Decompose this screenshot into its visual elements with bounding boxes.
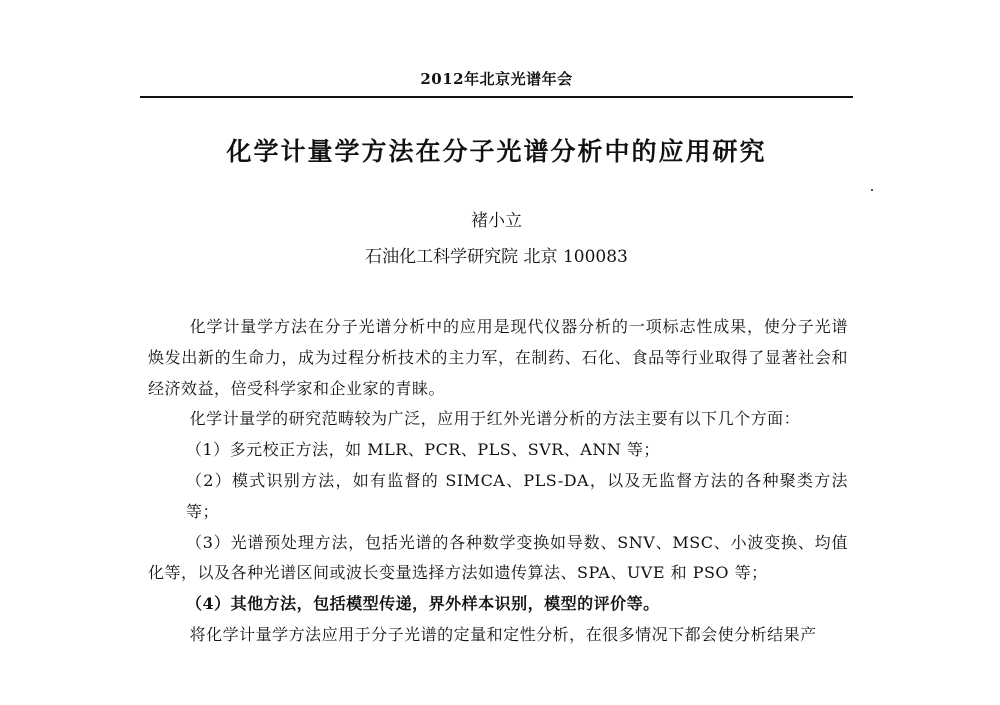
scan-speck	[871, 189, 873, 191]
author-affiliation: 石油化工科学研究院 北京 100083	[365, 247, 628, 267]
paragraph-intro: 化学计量学方法在分子光谱分析中的应用是现代仪器分析的一项标志性成果，使分子光谱焕发出新的生命力，成为过程分析技术的主力军，在制药、石化、食品等行业取得了显著社会和经济效益，倍受科学家和企业家的青睐。	[148, 317, 848, 398]
header-rule	[140, 96, 853, 98]
list-item-preprocessing: （3）光谱预处理方法，包括光谱的各种数学变换如导数、SNV、MSC、小波变换、均值化等，以及各种光谱区间或波长变量选择方法如遗传算法、SPA、UVE 和 PSO 等；	[148, 532, 848, 583]
paper-title: 化学计量学方法在分子光谱分析中的应用研究	[226, 137, 767, 166]
list-item-other-methods: （4）其他方法，包括模型传递，界外样本识别，模型的评价等。	[186, 594, 660, 614]
paragraph-application: 将化学计量学方法应用于分子光谱的定量和定性分析，在很多情况下都会使分析结果产	[189, 624, 817, 644]
paragraph-scope: 化学计量学的研究范畴较为广泛，应用于红外光谱分析的方法主要有以下几个方面：	[189, 409, 801, 429]
body-text	[148, 312, 848, 651]
running-header: 2012年北京光谱年会	[420, 70, 573, 88]
list-item-multivariate-calibration: （1）多元校正方法，如 MLR、PCR、PLS、SVR、ANN 等；	[186, 440, 660, 460]
author-name: 褚小立	[471, 211, 522, 231]
list-item-pattern-recognition: （2）模式识别方法，如有监督的 SIMCA、PLS-DA，以及无监督方法的各种聚类方法等；	[186, 470, 848, 521]
